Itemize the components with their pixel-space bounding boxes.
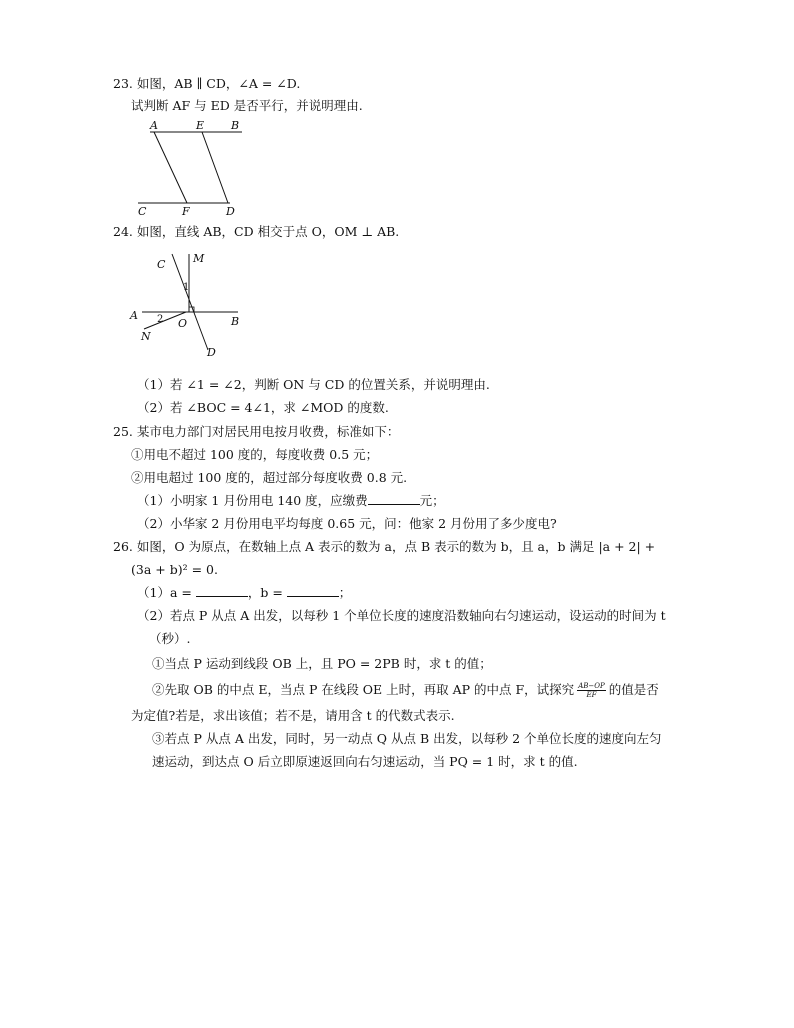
q25-part1-text: （1）小明家 1 月份用电 140 度，应缴费 — [137, 493, 368, 508]
label-b: B — [231, 119, 240, 132]
q24-part2: （2）若 ∠BOC = 4∠1，求 ∠MOD 的度数. — [137, 400, 389, 415]
q25-part2: （2）小华家 2 月份用电平均每度 0.65 元，问：他家 2 月份用了多少度电? — [137, 516, 557, 531]
line-ed — [202, 132, 228, 203]
label-c: C — [157, 258, 166, 271]
q26-sub2-line2: 为定值?若是，求出该值；若不是，请用含 t 的代数式表示. — [131, 708, 455, 723]
label-m: M — [193, 252, 205, 265]
q26-sub2-text: ②先取 OB 的中点 E，当点 P 在线段 OE 上时，再取 AP 的中点 F，试探究 — [152, 682, 575, 697]
fraction-numerator: AB−OP — [578, 682, 605, 690]
label-d: D — [207, 346, 216, 359]
q24-stem: 24. 如图，直线 AB，CD 相交于点 O，OM ⊥ AB. — [113, 224, 400, 239]
q25-stem: 25. 某市电力部门对居民用电按月收费，标准如下： — [113, 424, 400, 439]
label-a: A — [150, 119, 158, 132]
q26-part1-b: ，b = — [247, 585, 283, 600]
answer-blank-b[interactable] — [287, 585, 339, 597]
q26-part1-a: （1）a = — [137, 585, 192, 600]
q23-question: 试判断 AF 与 ED 是否平行，并说明理由. — [131, 98, 363, 113]
q25-rule-1: ①用电不超过 100 度的，每度收费 0.5 元； — [131, 447, 379, 462]
q23-stem: 23. 如图，AB ∥ CD，∠A = ∠D. — [113, 76, 301, 91]
q25-rule-2: ②用电超过 100 度的，超过部分每度收费 0.8 元. — [131, 470, 408, 485]
q25-part1-unit: 元； — [419, 493, 445, 508]
q26-sub3-line2: 速运动，到达点 O 后立即原速返回向右匀速运动，当 PQ = 1 时，求 t 的值. — [152, 754, 578, 769]
label-angle-1: 1 — [183, 282, 190, 293]
q26-stem-line1: 26. 如图，O 为原点，在数轴上点 A 表示的数为 a，点 B 表示的数为 b，且 a，b 满足 |a + 2| + — [113, 539, 656, 554]
line-cd — [172, 254, 208, 350]
line-af — [154, 132, 187, 203]
q26-sub3-line1: ③若点 P 从点 A 出发，同时，另一动点 Q 从点 B 出发，以每秒 2 个单位长度的速度向左匀 — [152, 731, 662, 746]
q26-part2-line1: （2）若点 P 从点 A 出发，以每秒 1 个单位长度的速度沿数轴向右匀速运动，设运动的时间为 t — [137, 608, 666, 623]
q25-part1 — [137, 493, 445, 509]
q23-figure — [130, 118, 250, 220]
answer-blank[interactable] — [368, 493, 420, 505]
answer-blank-a[interactable] — [196, 585, 248, 597]
label-e: E — [196, 119, 205, 132]
q26-sub2-tail: 的值是否 — [608, 682, 659, 697]
q26-stem-line2: (3a + b)² = 0. — [131, 562, 218, 577]
q26-part1 — [137, 585, 351, 601]
label-angle-2: 2 — [157, 314, 164, 325]
label-b: B — [231, 315, 240, 328]
q24-figure — [128, 248, 246, 364]
label-n: N — [141, 330, 151, 343]
fraction-denominator: EF — [586, 691, 597, 699]
label-f: F — [182, 205, 190, 218]
label-c: C — [138, 205, 147, 218]
q26-sub1: ①当点 P 运动到线段 OB 上，且 PO = 2PB 时，求 t 的值； — [152, 656, 492, 671]
label-a: A — [130, 309, 138, 322]
label-o: O — [178, 317, 188, 330]
q24-part1: （1）若 ∠1 = ∠2，判断 ON 与 CD 的位置关系，并说明理由. — [137, 377, 490, 392]
q26-part2-line2: （秒）. — [149, 631, 191, 646]
q26-part1-end: ； — [338, 585, 352, 600]
label-d: D — [226, 205, 235, 218]
fraction — [577, 682, 606, 699]
q26-sub2-line1 — [152, 682, 659, 699]
